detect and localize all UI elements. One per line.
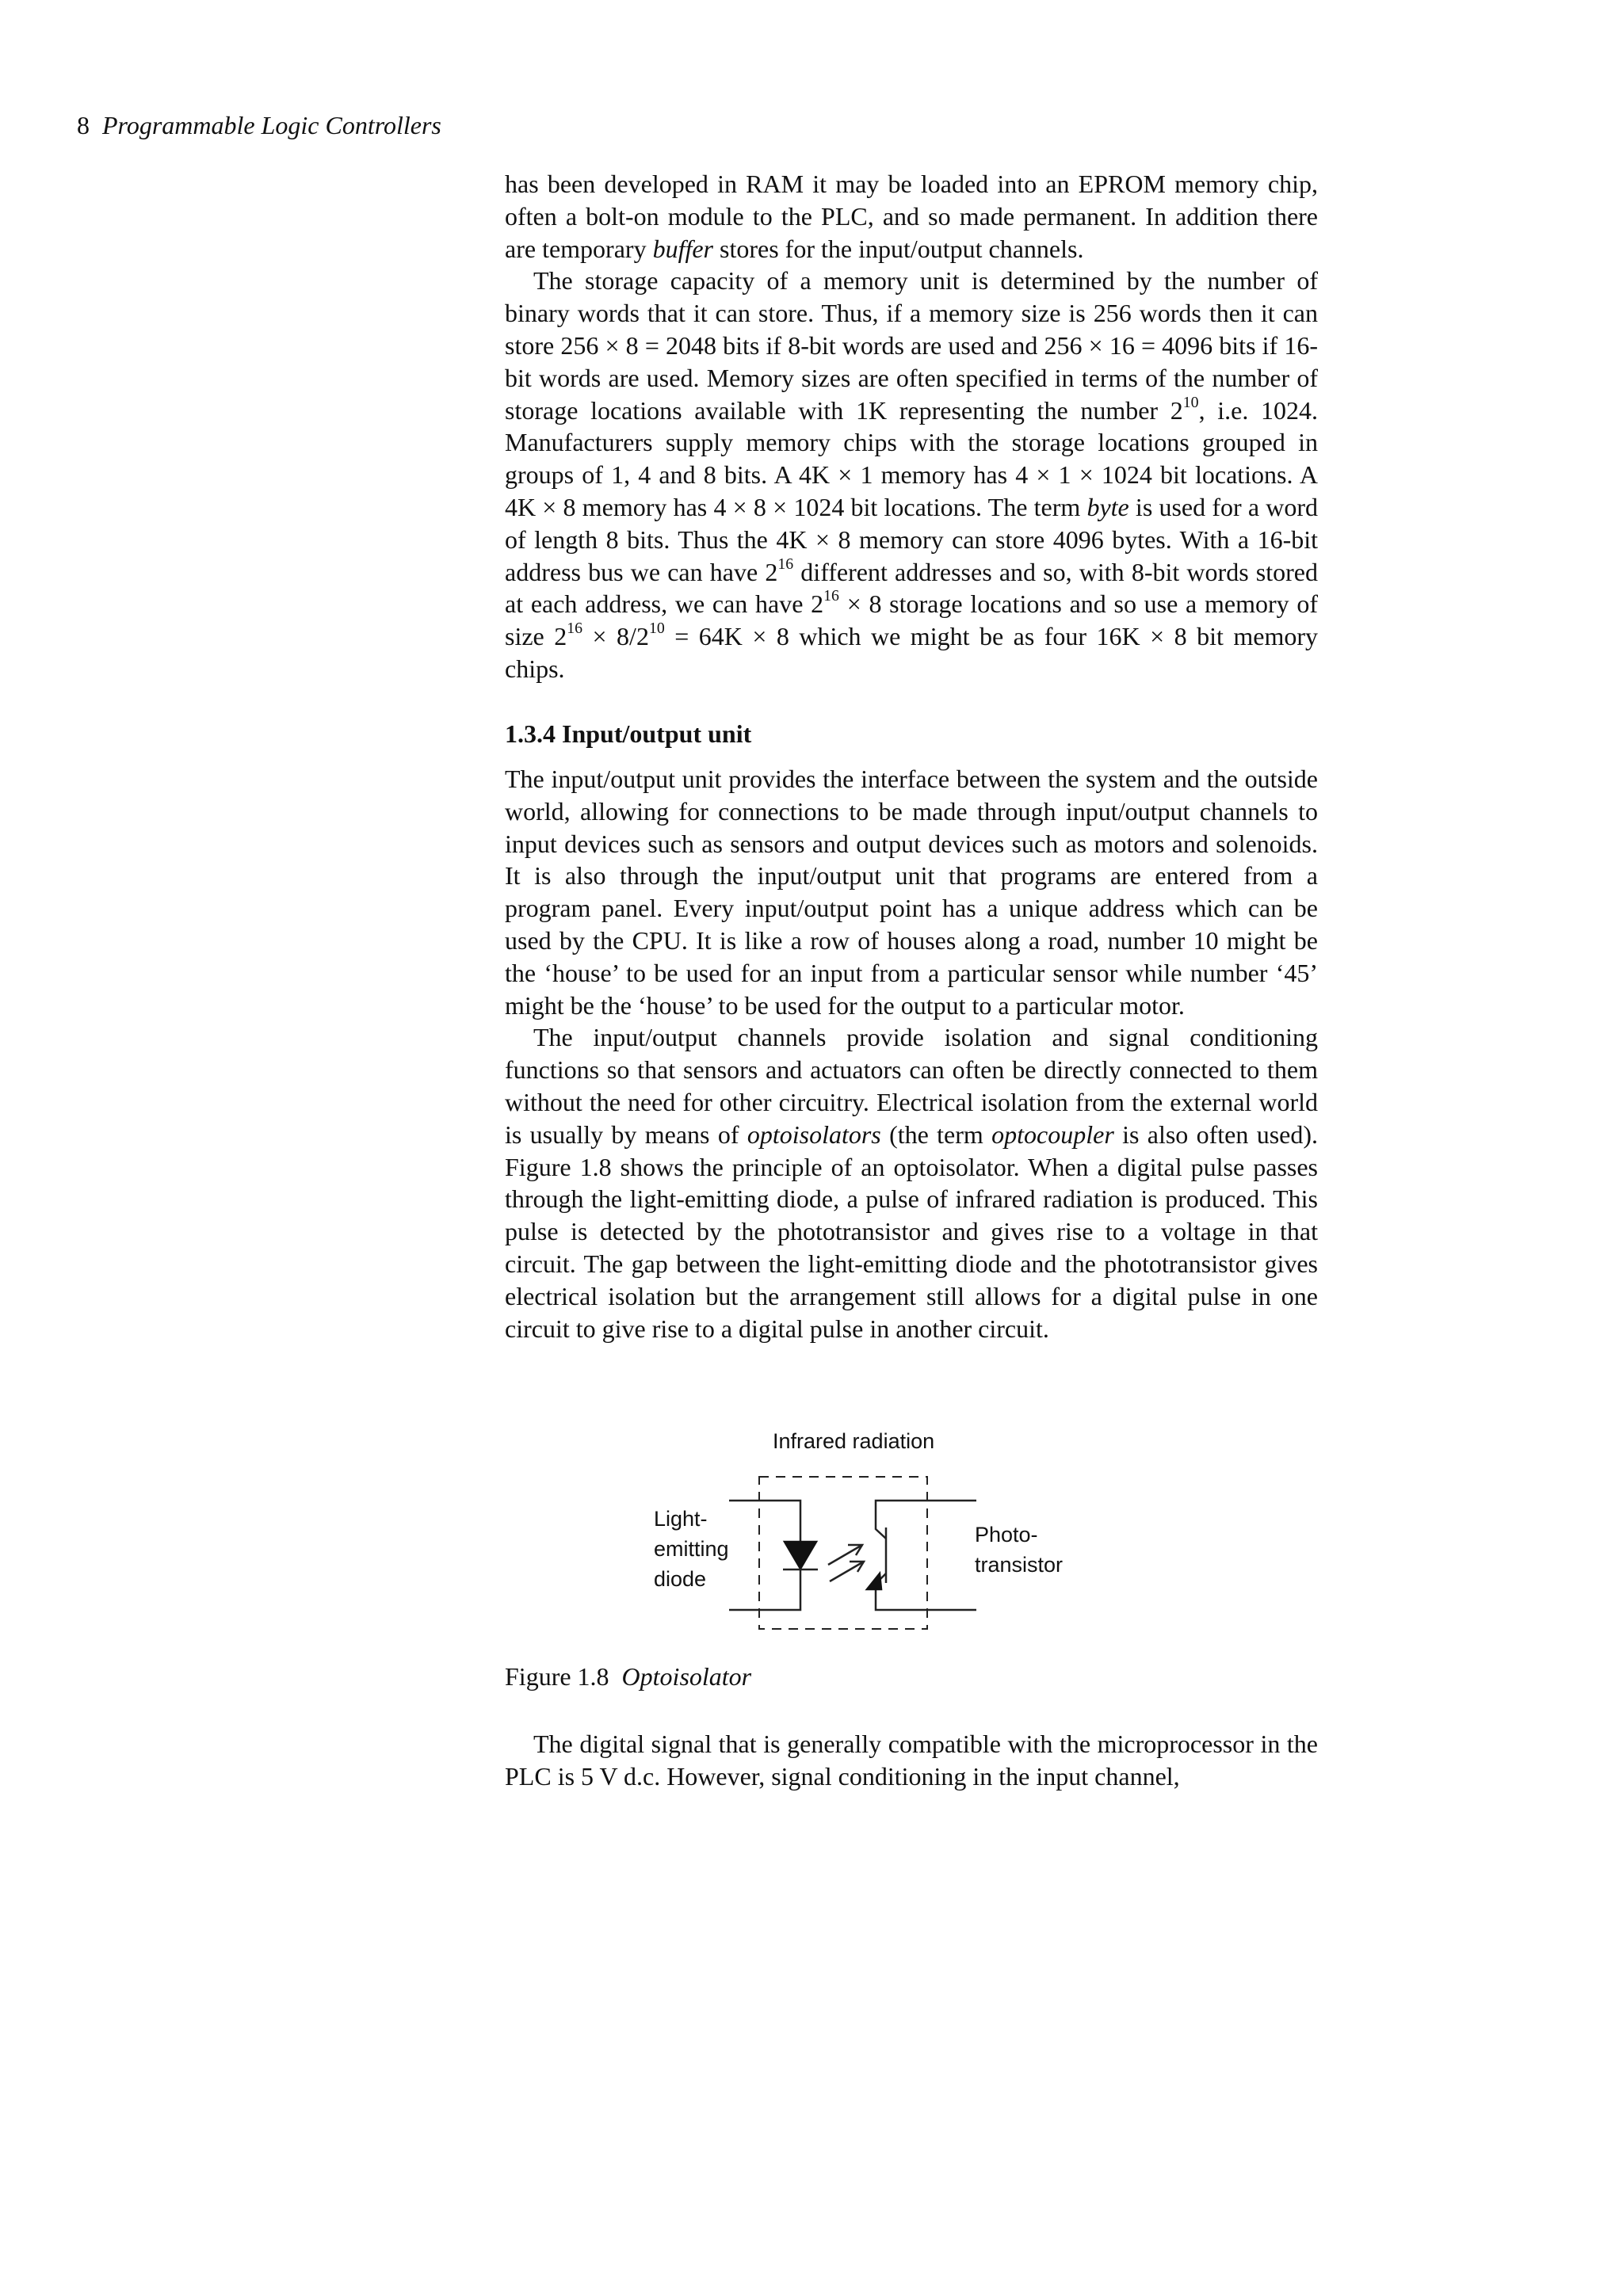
led-symbol xyxy=(785,1542,816,1569)
book-title: Programmable Logic Controllers xyxy=(102,111,441,139)
optoisolator-figure xyxy=(634,1426,1078,1648)
section-heading: 1.3.4 Input/output unit xyxy=(505,719,752,748)
emitter-arrow xyxy=(867,1573,881,1589)
led-label: Light- emitting diode xyxy=(654,1507,729,1591)
memory-text xyxy=(505,168,1318,685)
tail-text xyxy=(505,1728,1318,1793)
figure-caption xyxy=(505,1659,751,1694)
io-text xyxy=(505,763,1318,1344)
emitter-wire xyxy=(876,1573,976,1610)
io-paragraph-1: The input/output unit provides the interface between the system and the outside world, allowing for connections to be made through input/output channels to input devices such as sensors and output devices such as motors and solenoids. It is also through the input/output unit that programs are entered from a program panel. Every input/output point has a unique address which can be used by the CPU. It is like a row of houses along a road, number 10 might be the ‘house’ to be used for an input from a particular sensor while number ‘45’ might be the ‘house’ to be used for the output to a particular motor. xyxy=(505,765,1318,1020)
io-paragraph-2: The input/output channels provide isolation and signal conditioning functions so that sensors and actuators can often be directly connected to them without the need for other circuitry. Electrical isolation from the external world is usually by means of optoisolators (the term optocoupler is also often used). Figure 1.8 shows the principle of an optoisolator. When a digital pulse passes through the light-emitting diode, a pulse of infrared radiation is produced. This pulse is detected by the phototransistor and gives rise to a voltage in that circuit. The gap between the light-emitting diode and the phototransistor gives electrical isolation but the arrangement still allows for a digital pulse in one circuit to give rise to a digital pulse in another circuit. xyxy=(505,1023,1319,1343)
figure-number: Figure 1.8 xyxy=(505,1662,609,1691)
running-head xyxy=(77,108,441,143)
memory-paragraph-2: The storage capacity of a memory unit is determined by the number of binary words that it can store. Thus, if a memory size is 256 words then it can store 256 × 8 = 2048 bits if 8-bit words are used and 256 × 16 = 4096 bits if 16-bit words are used. Memory sizes are often specified in terms of the number of storage locations available with 1K representing the number $2^{10}$, i.e. 1024. Manufacturers supply memory chips with the storage locations grouped in groups of 1, 4 and 8 bits. A 4K × 1 memory has 4 × 1 × 1024 bit locations. A 4K × 8 memory has 4 × 8 × 1024 bit locations. The term byte is used for a word of length 8 bits. Thus the 4K × 8 memory can store 4096 bytes. With a 16-bit address bus we can have $2^{16}$ different addresses and so, with 8-bit words stored at each address, we can have $2^{16} \times 8$ storage locations and so use a memory of size $2^{16} \times 8/2^{10} = 64K \times 8$ which we might be as four 16K × 8 bit memory chips. xyxy=(505,266,1319,683)
phototransistor-label: Photo- transistor xyxy=(975,1523,1064,1577)
page-number: 8 xyxy=(77,111,90,139)
tail-paragraph: The digital signal that is generally compatible with the microprocessor in the PLC is 5 V d.c. However, signal conditioning in the input channel, xyxy=(505,1730,1318,1791)
figure-title: Optoisolator xyxy=(621,1662,752,1691)
collector-wire xyxy=(876,1501,976,1539)
led-wire xyxy=(729,1501,800,1610)
infrared-radiation-label: Infrared radiation xyxy=(773,1429,935,1453)
memory-paragraph-1: has been developed in RAM it may be loaded into an EPROM memory chip, often a bolt-on module to the PLC, and so made permanent. In addition there are temporary buffer stores for the input/output channels. xyxy=(505,170,1318,263)
